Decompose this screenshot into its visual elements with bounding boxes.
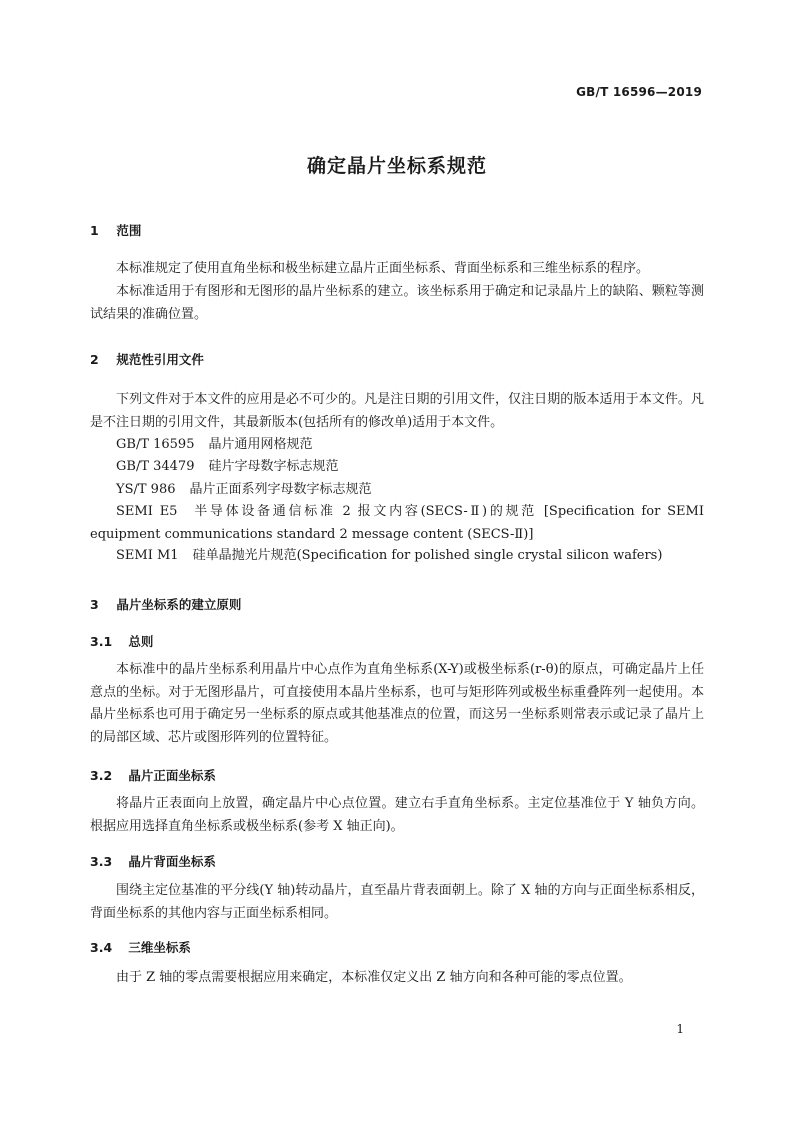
reference-item (90, 501, 704, 546)
subsection-number: 3.1 (90, 634, 113, 649)
subsection-3-3-heading (90, 852, 216, 870)
standard-code: GB/T 16596—2019 (576, 85, 702, 99)
section-1-heading (90, 221, 141, 239)
section-number: 2 (90, 352, 99, 367)
section-3-heading (90, 595, 241, 613)
reference-item (116, 434, 313, 457)
subsection-3-1-heading (90, 632, 153, 650)
section-title: 规范性引用文件 (116, 352, 204, 367)
subsection-number: 3.2 (90, 768, 113, 783)
reference-title: 硅片字母数字标志规范 (208, 459, 339, 474)
page-number: 1 (676, 1022, 684, 1036)
subsection-title: 晶片正面坐标系 (128, 768, 216, 783)
reference-item (116, 456, 339, 479)
reference-code: SEMI M1 (116, 548, 179, 563)
section-1-paragraph-2: 本标准适用于有图形和无图形的晶片坐标系的建立。该坐标系用于确定和记录晶片上的缺陷、颗粒等测试结果的准确位置。 (90, 284, 704, 322)
subsection-3-2-text: 将晶片正表面向上放置，确定晶片中心点位置。建立右手直角坐标系。主定位基准位于 Y 轴负方向。根据应用选择直角坐标系或极坐标系(参考 X 轴正向)。 (90, 796, 704, 834)
section-2-intro: 下列文件对于本文件的应用是必不可少的。凡是注日期的引用文件，仅注日期的版本适用于本文件。凡是不注日期的引用文件，其最新版本(包括所有的修改单)适用于本文件。 (90, 392, 704, 430)
subsection-3-1-text: 本标准中的晶片坐标系利用晶片中心点作为直角坐标系(X-Y)或极坐标系(r-θ)的原点，可确定晶片上任意点的坐标。对于无图形晶片，可直接使用本晶片坐标系，也可与矩形阵列或极坐标重叠阵列一起使用。本晶片坐标系也可用于确定另一坐标系的原点或其他基准点的位置，而这另一坐标系则常表示或记录了晶片上的局部区域、芯片或图形阵列的位置特征。 (90, 662, 704, 745)
subsection-3-3-text: 围绕主定位基准的平分线(Y 轴)转动晶片，直至晶片背表面朝上。除了 X 轴的方向与正面坐标系相反，背面坐标系的其他内容与正面坐标系相同。 (90, 883, 704, 921)
section-number: 1 (90, 223, 99, 238)
subsection-3-2-heading (90, 766, 216, 784)
reference-code: SEMI E5 (116, 504, 178, 519)
section-2-heading (90, 350, 204, 368)
subsection-3-4-text: 由于 Z 轴的零点需要根据应用来确定，本标准仅定义出 Z 轴方向和各种可能的零点位置。 (116, 970, 632, 985)
reference-title: 晶片正面系列字母数字标志规范 (189, 482, 372, 497)
section-title: 晶片坐标系的建立原则 (116, 597, 242, 612)
subsection-title: 三维坐标系 (128, 940, 191, 955)
subsection-title: 晶片背面坐标系 (128, 854, 216, 869)
subsection-number: 3.4 (90, 940, 113, 955)
reference-code: YS/T 986 (116, 482, 176, 497)
reference-code: GB/T 34479 (116, 459, 195, 474)
reference-title: 硅单晶抛光片规范(Specification for polished single crystal silicon wafers) (192, 548, 663, 563)
reference-item (116, 479, 372, 502)
section-1-paragraph-1: 本标准规定了使用直角坐标和极坐标建立晶片正面坐标系、背面坐标系和三维坐标系的程序。 (116, 261, 650, 276)
reference-item (116, 545, 662, 568)
reference-code: GB/T 16595 (116, 437, 195, 452)
subsection-number: 3.3 (90, 854, 113, 869)
section-title: 范围 (116, 223, 142, 238)
document-title: 确定晶片坐标系规范 (306, 155, 487, 177)
section-number: 3 (90, 597, 99, 612)
reference-title: 半导体设备通信标准 2 报文内容(SECS-Ⅱ)的规范 [Specification for SEMI equipment communications standard 2 message content (SECS-Ⅱ)] (90, 504, 704, 542)
subsection-3-4-heading (90, 938, 191, 956)
subsection-title: 总则 (128, 634, 154, 649)
reference-title: 晶片通用网格规范 (208, 437, 313, 452)
